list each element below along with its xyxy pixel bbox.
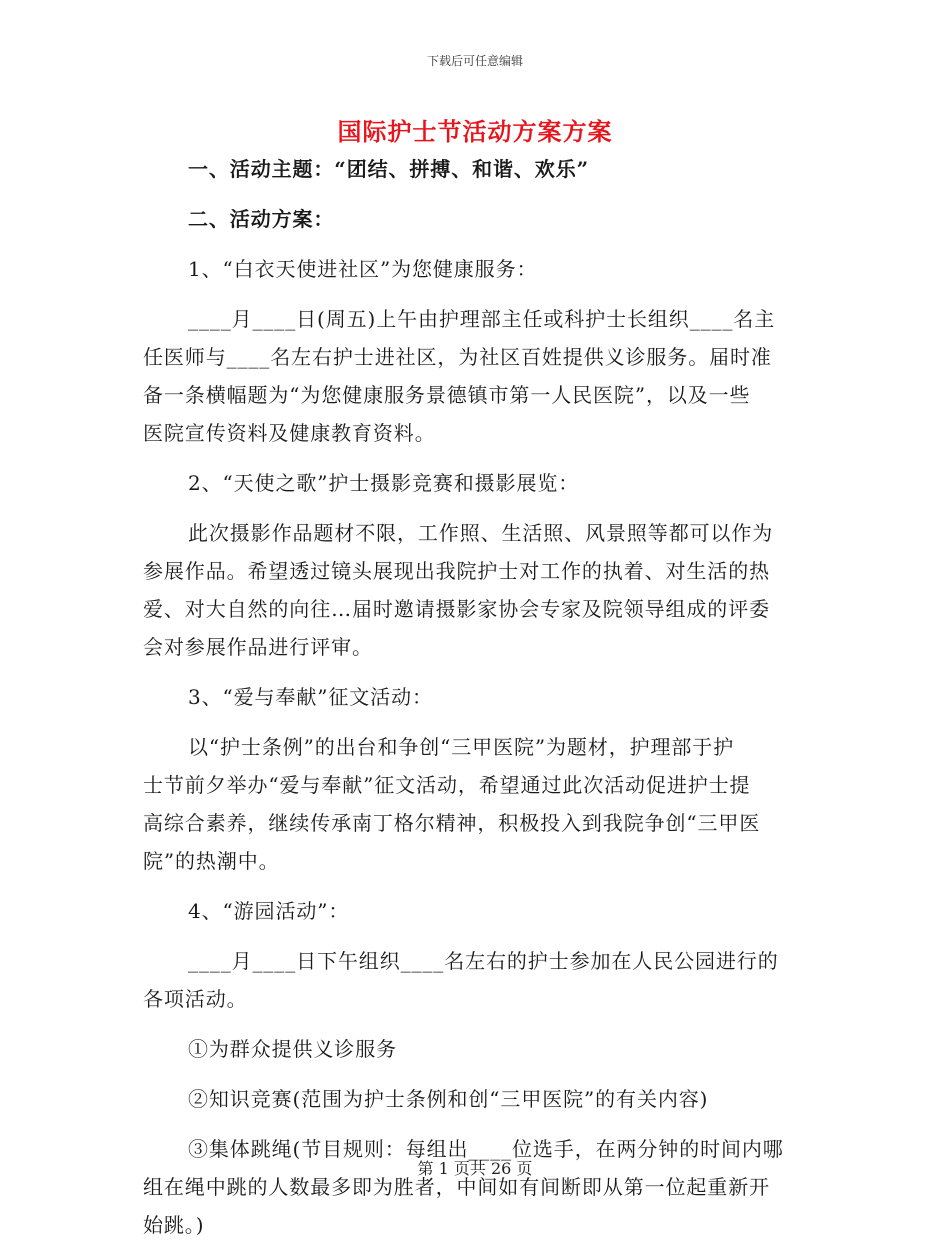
text-line: ____月____日下午组织____名左右的护士参加在人民公园进行的 <box>188 949 779 973</box>
text-line: 始跳。) <box>143 1213 205 1237</box>
text-line: ____月____日(周五)上午由护理部主任或科护士长组织____名主 <box>188 307 776 331</box>
text-line: 以“护士条例”的出台和争创“三甲医院”为题材，护理部于护 <box>188 735 735 759</box>
text-line: 1、“白衣天使进社区”为您健康服务： <box>188 257 538 281</box>
text-line: 各项活动。 <box>143 987 248 1011</box>
text-line: ①为群众提供义诊服务 <box>188 1037 397 1061</box>
page-footer: 第 1 页共 26 页 <box>417 1159 533 1178</box>
text-line: 爱、对大自然的向往…届时邀请摄影家协会专家及院领导组成的评委 <box>143 597 770 621</box>
text-line: 士节前夕举办“爱与奉献”征文活动，希望通过此次活动促进护士提 <box>143 773 751 797</box>
text-line: 组在绳中跳的人数最多即为胜者，中间如有间断即从第一位起重新开 <box>143 1175 770 1199</box>
text-line: 3、“爱与奉献”征文活动： <box>188 685 433 709</box>
text-line: 院”的热潮中。 <box>143 849 280 873</box>
text-line: 医院宣传资料及健康教育资料。 <box>143 421 436 445</box>
text-line: 会对参展作品进行评审。 <box>143 635 373 659</box>
text-line: 二、活动方案： <box>188 207 335 231</box>
text-line: 任医师与____名左右护士进社区，为社区百姓提供义诊服务。届时准 <box>143 345 772 369</box>
text-line: 参展作品。希望透过镜头展现出我院护士对工作的执着、对生活的热 <box>143 559 770 583</box>
document-title: 国际护士节活动方案方案 <box>337 117 613 146</box>
text-line: 此次摄影作品题材不限，工作照、生活照、风景照等都可以作为 <box>188 521 774 545</box>
text-line: 2、“天使之歌”护士摄影竞赛和摄影展览： <box>188 471 580 495</box>
document-body <box>143 150 808 1244</box>
text-line: 备一条横幅题为“为您健康服务景德镇市第一人民医院”，以及一些 <box>143 383 751 407</box>
text-line: 4、“游园活动”： <box>188 899 350 923</box>
header-note: 下载后可任意编辑 <box>426 54 523 68</box>
text-line: 一、活动主题：“团结、拼搏、和谐、欢乐” <box>188 157 590 181</box>
text-line: 高综合素养，继续传承南丁格尔精神，积极投入到我院争创“三甲医 <box>143 811 761 835</box>
text-line: ③集体跳绳(节目规则：每组出____位选手，在两分钟的时间内哪 <box>188 1137 784 1161</box>
text-line: ②知识竞赛(范围为护士条例和创“三甲医院”的有关内容) <box>188 1087 709 1111</box>
